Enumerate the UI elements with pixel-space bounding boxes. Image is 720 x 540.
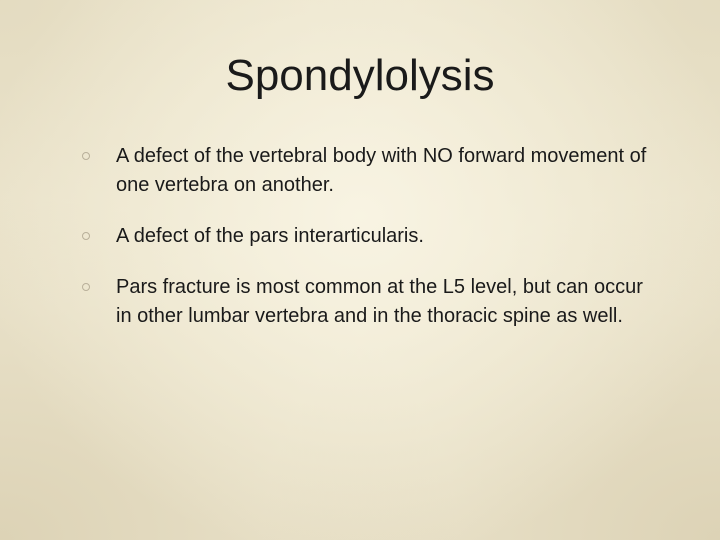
- bullet-item: [80, 273, 660, 331]
- bullet-text: Pars fracture is most common at the L5 level, but can occur in other lumbar vertebra and in the thoracic spine as well.: [116, 276, 643, 327]
- bullet-item: [80, 222, 660, 251]
- bullet-text: A defect of the pars interarticularis.: [116, 225, 424, 247]
- bullet-list: [80, 142, 660, 353]
- hollow-circle-bullet-icon: [82, 232, 90, 240]
- hollow-circle-bullet-icon: [82, 152, 90, 160]
- bullet-text: A defect of the vertebral body with NO forward movement of one vertebra on another.: [116, 145, 647, 196]
- hollow-circle-bullet-icon: [82, 283, 90, 291]
- slide-title: [0, 50, 720, 102]
- slide-title-text: Spondylolysis: [225, 51, 495, 100]
- bullet-item: [80, 142, 660, 200]
